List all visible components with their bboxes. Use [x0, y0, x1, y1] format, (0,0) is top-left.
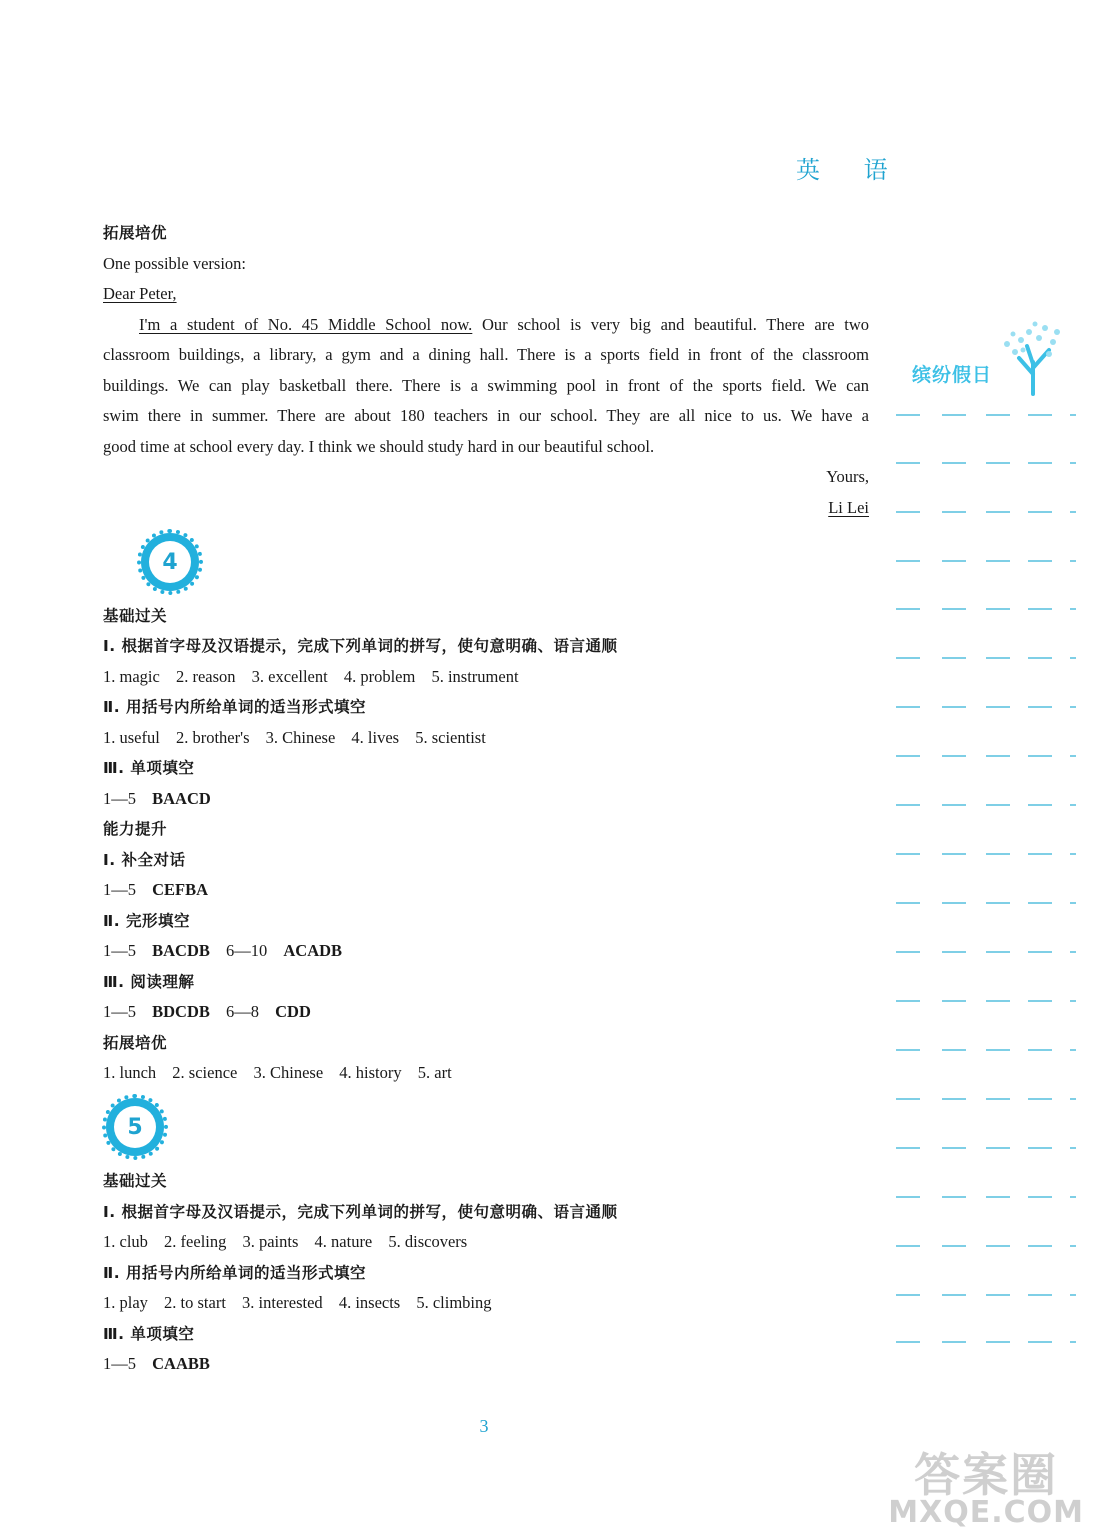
essay-greeting: Dear Peter,	[103, 284, 177, 303]
answer-item: 1. useful	[103, 728, 160, 747]
answer-item: 3. excellent	[251, 667, 328, 686]
dash-line	[896, 1049, 1094, 1051]
essay-closing: Yours,	[826, 467, 869, 486]
answer-item: 5. art	[417, 1063, 452, 1082]
essay-intro: One possible version:	[103, 254, 246, 273]
unit4-q2-title: Ⅱ. 用括号内所给单词的适当形式填空	[103, 698, 366, 716]
unit5-q1-title: Ⅰ. 根据首字母及汉语提示，完成下列单词的拼写，使句意明确、语言通顺	[103, 1203, 618, 1221]
subject-title: 英 语	[796, 156, 906, 184]
answer-range: 6—10	[226, 941, 268, 960]
dash-line	[896, 414, 1094, 416]
unit4-q1-answers	[103, 662, 869, 693]
dash-line	[896, 1341, 1094, 1343]
answer-item: 5. scientist	[415, 728, 486, 747]
unit4-q1-title: Ⅰ. 根据首字母及汉语提示，完成下列单词的拼写，使句意明确、语言通顺	[103, 637, 618, 655]
essay-line-4: swim there in summer. There are about 180 teachers in our school. They are all nice to us. We have a	[103, 406, 869, 425]
answer-range: 1—5	[103, 789, 136, 808]
answer-range: 1—5	[103, 880, 136, 899]
unit4-q3-title: Ⅲ. 单项填空	[103, 759, 195, 777]
answer-item: 5. climbing	[416, 1293, 492, 1312]
unit4-a3-answers	[103, 997, 869, 1028]
watermark-en: MXQE.COM	[888, 1495, 1084, 1530]
dash-line	[896, 511, 1094, 513]
essay-line-3: buildings. We can play basketball there. There is a swimming pool in front of the sports field. We can	[103, 376, 869, 395]
sidebar-title: 缤纷假日	[912, 364, 993, 386]
answer-item: 4. history	[339, 1063, 402, 1082]
unit4-ext-heading: 拓展培优	[103, 1034, 168, 1052]
answer-item: 2. to start	[164, 1293, 226, 1312]
signature-text: Li Lei	[828, 498, 869, 517]
unit5-q2-title: Ⅱ. 用括号内所给单词的适当形式填空	[103, 1264, 366, 1282]
unit4-ability-heading: 能力提升	[103, 820, 168, 838]
unit4-ext-answers	[103, 1058, 869, 1089]
essay-line-1	[103, 310, 869, 341]
answer-item: 5. discovers	[388, 1232, 468, 1251]
essay-line-2: classroom buildings, a library, a gym and a dining hall. There is a sports field in front of the classroom	[103, 345, 869, 364]
answer-range: 6—8	[226, 1002, 260, 1021]
unit-badge-4-number: 4	[149, 541, 191, 583]
unit5-q3-title: Ⅲ. 单项填空	[103, 1325, 195, 1343]
answer-letters: CEFBA	[152, 880, 209, 899]
page-number: 3	[479, 1416, 489, 1436]
unit5-basic-heading: 基础过关	[103, 1172, 168, 1190]
unit-badge-5	[106, 1098, 164, 1156]
watermark-cn: 答案圈	[914, 1448, 1059, 1502]
tree-icon	[995, 318, 1085, 396]
unit5-q1-answers	[103, 1227, 869, 1258]
answer-item: 3. Chinese	[265, 728, 336, 747]
answer-letters: ACADB	[283, 941, 343, 960]
unit4-a2-answers	[103, 936, 869, 967]
answer-item: 3. interested	[242, 1293, 323, 1312]
dash-line	[896, 608, 1094, 610]
answer-item: 3. Chinese	[253, 1063, 324, 1082]
unit5-q2-answers	[103, 1288, 869, 1319]
answer-item: 1. club	[103, 1232, 148, 1251]
essay-line-5: good time at school every day. I think we should study hard in our beautiful school.	[103, 437, 655, 456]
unit4-basic-heading: 基础过关	[103, 607, 168, 625]
answer-letters: CDD	[275, 1002, 311, 1021]
answer-range: 1—5	[103, 941, 136, 960]
dash-line	[896, 1147, 1094, 1149]
watermark-logo	[888, 1448, 1084, 1530]
unit-badge-5-number: 5	[114, 1106, 156, 1148]
answer-item: 4. insects	[338, 1293, 401, 1312]
dash-line	[896, 902, 1094, 904]
dash-line	[896, 1245, 1094, 1247]
essay-signature	[103, 493, 869, 524]
answer-item: 2. brother's	[175, 728, 250, 747]
answer-item: 2. reason	[175, 667, 236, 686]
answer-item: 4. lives	[351, 728, 400, 747]
answer-item: 4. nature	[314, 1232, 373, 1251]
dash-line	[896, 1294, 1094, 1296]
dash-line	[896, 462, 1094, 464]
unit4-a1-title: Ⅰ. 补全对话	[103, 851, 186, 869]
answer-item: 3. paints	[242, 1232, 299, 1251]
section-heading-extension: 拓展培优	[103, 224, 168, 242]
dash-line	[896, 706, 1094, 708]
dash-line	[896, 657, 1094, 659]
answer-range: 1—5	[103, 1354, 136, 1373]
dash-line	[896, 560, 1094, 562]
answer-letters: BDCDB	[152, 1002, 210, 1021]
dash-line	[896, 1000, 1094, 1002]
answer-item: 1. lunch	[103, 1063, 157, 1082]
unit4-a3-title: Ⅲ. 阅读理解	[103, 973, 195, 991]
answer-letters: BACDB	[152, 941, 210, 960]
answer-range: 1—5	[103, 1002, 136, 1021]
essay-underlined-sentence: I'm a student of No. 45 Middle School now.	[139, 315, 473, 334]
answer-item: 1. play	[103, 1293, 148, 1312]
dash-line	[896, 951, 1094, 953]
dash-line	[896, 804, 1094, 806]
answer-item: 1. magic	[103, 667, 160, 686]
answer-item: 2. feeling	[164, 1232, 227, 1251]
dash-line	[896, 1098, 1094, 1100]
unit5-q3-answers	[103, 1349, 869, 1380]
essay-line-1-rest: Our school is very big and beautiful. There are two	[472, 315, 869, 334]
dash-line	[896, 1196, 1094, 1198]
answer-item: 4. problem	[343, 667, 416, 686]
answer-item: 5. instrument	[431, 667, 519, 686]
unit4-q3-answers	[103, 784, 869, 815]
dash-line	[896, 755, 1094, 757]
answer-letters: CAABB	[152, 1354, 210, 1373]
answer-item: 2. science	[172, 1063, 238, 1082]
unit4-a1-answers	[103, 875, 869, 906]
unit4-a2-title: Ⅱ. 完形填空	[103, 912, 190, 930]
dash-line	[896, 853, 1094, 855]
unit4-q2-answers	[103, 723, 869, 754]
answer-letters: BAACD	[152, 789, 211, 808]
unit-badge-4	[141, 533, 199, 591]
